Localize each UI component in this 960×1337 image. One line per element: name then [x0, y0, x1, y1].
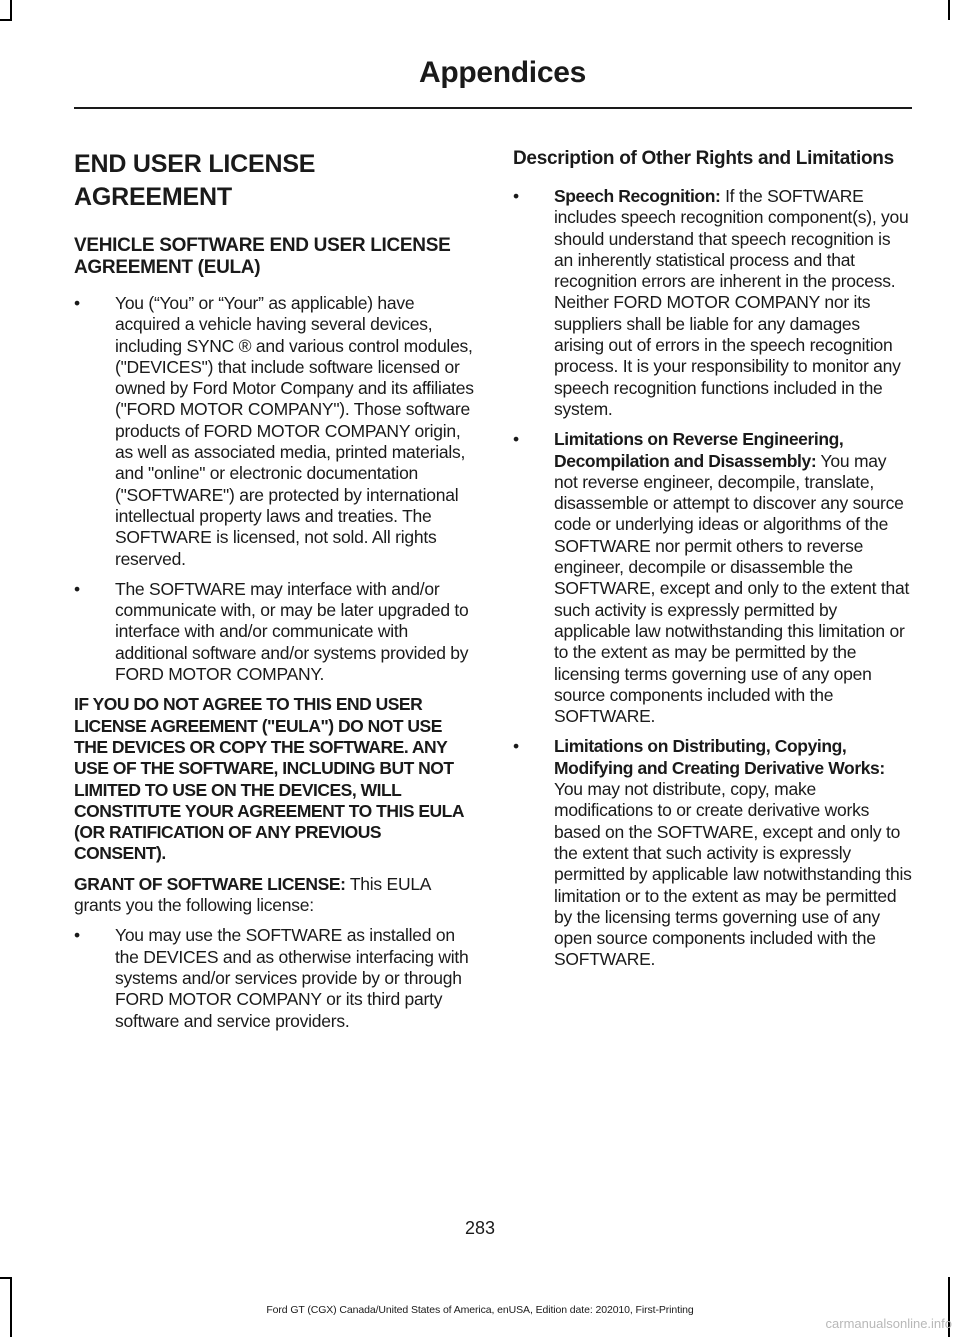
- list-item: [74, 925, 474, 1031]
- section-title-line1: END USER LICENSE: [74, 150, 316, 178]
- section-title-line2: AGREEMENT: [74, 183, 232, 211]
- bullet-glyph: •: [74, 293, 80, 313]
- eula-subtitle: VEHICLE SOFTWARE END USER LICENSE AGREEMENT (EULA): [74, 235, 451, 278]
- list-item-text: You may not reverse engineer, decompile, translate, disassemble or attempt to discover any source code or underlying ideas or algorithms of the SOFTWARE nor permit others to reverse engineer, decompile or disassemble the SOFTWARE, except and only to the extent that such activity is expressly permitted by applicable law notwithstanding this limitation or to the extent as may be permitted by the licensing terms governing use of any open source components included with the SOFTWARE.: [554, 450, 910, 727]
- grant-paragraph: [74, 874, 474, 917]
- crop-mark-top-right: [948, 0, 950, 20]
- list-item-label: Speech Recognition:: [554, 186, 721, 206]
- grant-label: GRANT OF SOFTWARE LICENSE:: [74, 873, 346, 894]
- grant-bullets: [74, 925, 474, 1031]
- bullet-glyph: •: [513, 186, 519, 206]
- crop-mark-top-left-h: [0, 19, 12, 21]
- intro-bullets: [74, 293, 474, 685]
- bullet-glyph: •: [513, 736, 519, 757]
- list-item-label: Limitations on Distributing, Copying, Modifying and Creating Derivative Works:: [554, 736, 885, 778]
- right-column: [513, 148, 913, 980]
- agreement-warning: IF YOU DO NOT AGREE TO THIS END USER LICENSE AGREEMENT ("EULA") DO NOT USE THE DEVICES OR COPY THE SOFTWARE. ANY USE OF THE SOFTWARE, INCLUDING BUT NOT LIMITED TO USE ON THE DEVICES, WILL CONSTITUTE YOUR AGREEMENT TO THIS EULA (OR RATIFICATION OF ANY PREVIOUS CONSENT).: [74, 694, 464, 864]
- edition-footer: Ford GT (CGX) Canada/United States of America, enUSA, Edition date: 202010, First-Printing: [266, 1304, 694, 1316]
- list-item: [513, 429, 913, 727]
- list-item: [74, 579, 474, 685]
- crop-mark-bottom-left-h: [0, 1277, 12, 1279]
- list-item: [513, 186, 913, 420]
- section-title: [74, 148, 474, 214]
- list-item-text: You may use the SOFTWARE as installed on the DEVICES and as otherwise interfacing with systems and/or services provide by or through FORD MOTOR COMPANY or its third party software and service providers.: [115, 925, 469, 1031]
- watermark: carmanualsonline.info: [825, 1316, 952, 1331]
- header-rule: [74, 107, 912, 109]
- list-item-text: If the SOFTWARE includes speech recognition component(s), you should understand that speech recognition is an inherently statistical process and that recognition errors are inherent in the process. Neither FORD MOTOR COMPANY nor its suppliers shall be liable for any damages arising out of errors in the speech recognition process. It is your responsibility to monitor any speech recognition functions included in the system.: [554, 186, 909, 419]
- bullet-glyph: •: [513, 429, 519, 450]
- bullet-glyph: •: [74, 925, 80, 946]
- page-header-title: Appendices: [418, 56, 586, 89]
- list-item-text: You may not distribute, copy, make modifications to or create derivative works based on the SOFTWARE, except and only to the extent that such activity is expressly permitted by applicable law notwithstanding this limitation or to the extent as may be permitted by the licensing terms governing use of any open source components included with the SOFTWARE.: [554, 779, 912, 970]
- crop-mark-top-left: [10, 0, 12, 20]
- list-item: [74, 293, 474, 570]
- page-number: 283: [464, 1218, 496, 1238]
- bullet-glyph: •: [74, 578, 80, 599]
- list-item-text: The SOFTWARE may interface with and/or communicate with, or may be later upgraded to interface with and/or communicate with additional software and/or systems provided by FORD MOTOR COMPANY.: [115, 578, 469, 685]
- rights-bullets: [513, 186, 913, 971]
- list-item-label: Limitations on Reverse Engineering, Decompilation and Disassembly:: [554, 429, 844, 471]
- left-column: [74, 148, 474, 1041]
- grant-text: This EULA grants you the following license:: [74, 873, 431, 916]
- list-item-text: You (“You” or “Your” as applicable) have acquired a vehicle having several devices, including SYNC ® and various control modules, ("DEVICES") that include software licensed or owned by Ford Motor Company and its affiliates ("FORD MOTOR COMPANY"). Those software products of FORD MOTOR COMPANY origin, as well as associated media, printed materials, and "online" or electronic documentation ("SOFTWARE") are protected by international intellectual property laws and treaties. The SOFTWARE is licensed, not sold. All rights reserved.: [115, 293, 474, 569]
- rights-subtitle: Description of Other Rights and Limitations: [513, 148, 894, 169]
- list-item: [513, 736, 913, 970]
